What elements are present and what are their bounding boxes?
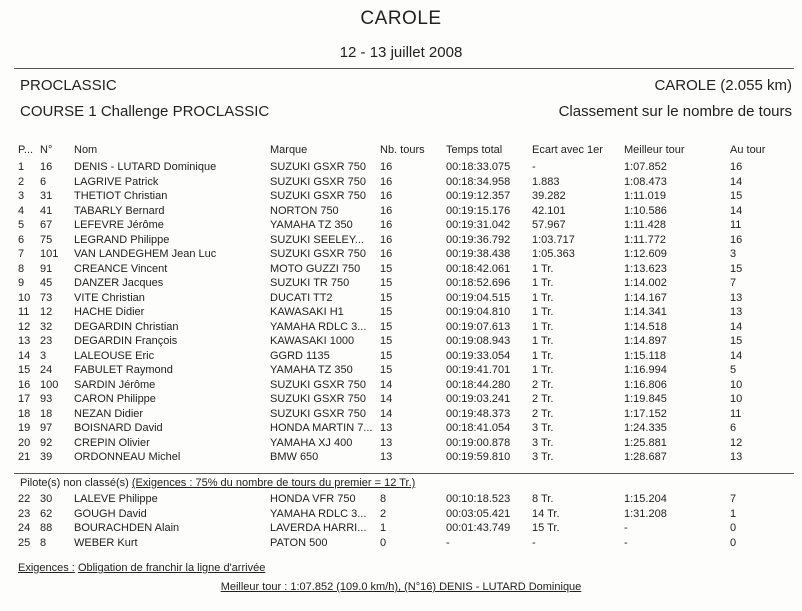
cell-name: LALEVE Philippe	[74, 493, 158, 505]
cell-at: 7	[730, 277, 737, 289]
cell-best: 1:17.152	[624, 407, 667, 420]
cell-pos: 18	[18, 407, 31, 420]
cell-laps: 13	[380, 422, 393, 434]
cell-gap: 1 Tr.	[532, 349, 554, 362]
non-classified-label: Pilote(s) non classé(s)	[20, 477, 129, 489]
non-classified-divider	[14, 473, 794, 474]
cell-laps: 13	[380, 436, 393, 449]
cell-laps: 16	[380, 175, 393, 188]
best-lap-note	[0, 581, 802, 593]
cell-laps: 16	[380, 161, 393, 173]
cell-laps: 1	[380, 522, 387, 534]
cell-time: 00:19:41.701	[446, 364, 511, 376]
cell-best: 1:15.118	[624, 349, 667, 362]
cell-at: 6	[730, 422, 737, 434]
table-row	[0, 350, 802, 364]
cell-time: 00:19:31.042	[446, 219, 511, 231]
cell-time: 00:19:04.515	[446, 291, 511, 304]
cell-laps: 16	[380, 233, 393, 246]
cell-num: 92	[40, 436, 53, 449]
cell-at: 13	[730, 291, 743, 304]
cell-name: GOUGH David	[74, 507, 147, 520]
cell-gap: 14 Tr.	[532, 507, 560, 520]
cell-pos: 15	[18, 364, 31, 376]
cell-name: BOISNARD David	[74, 422, 163, 434]
circuit-name: CAROLE (2.055 km)	[654, 77, 792, 94]
cell-pos: 7	[18, 248, 25, 260]
cell-make: MOTO GUZZI 750	[270, 262, 361, 275]
cell-laps: 13	[380, 451, 393, 463]
cell-time: 00:18:41.054	[446, 422, 511, 434]
cell-pos: 24	[18, 522, 31, 534]
cell-laps: 15	[380, 262, 393, 275]
cell-name: BOURACHDEN Alain	[74, 522, 180, 534]
cell-make: DUCATI TT2	[270, 291, 333, 304]
cell-gap: 1 Tr.	[532, 277, 554, 289]
cell-name: VAN LANDEGHEM Jean Luc	[74, 248, 217, 260]
col-laps-header: Nb. tours	[380, 144, 425, 156]
cell-name: THETIOT Christian	[74, 190, 168, 202]
cell-best: 1:31.208	[624, 507, 667, 520]
cell-gap: 1:03.717	[532, 233, 575, 246]
cell-num: 24	[40, 364, 53, 376]
cell-make: SUZUKI GSXR 750	[270, 393, 366, 405]
cell-at: 11	[730, 219, 742, 231]
cell-laps: 15	[380, 349, 393, 362]
cell-pos: 19	[18, 422, 31, 434]
cell-best: -	[624, 522, 628, 534]
cell-num: 16	[40, 161, 53, 173]
cell-laps: 16	[380, 248, 393, 260]
cell-name: CARON Philippe	[74, 393, 156, 405]
col-make-header: Marque	[270, 144, 308, 156]
cell-make: HONDA VFR 750	[270, 493, 356, 505]
cell-laps: 8	[380, 493, 387, 505]
cell-make: YAMAHA RDLC 3...	[270, 507, 367, 520]
cell-laps: 15	[380, 320, 393, 333]
cell-time: 00:19:15.176	[446, 204, 511, 217]
cell-at: 15	[730, 335, 743, 347]
table-row	[0, 263, 802, 277]
cell-name: TABARLY Bernard	[74, 204, 165, 217]
cell-laps: 15	[380, 335, 393, 347]
cell-make: KAWASAKI H1	[270, 306, 344, 318]
cell-num: 12	[40, 306, 53, 318]
cell-make: YAMAHA TZ 350	[270, 219, 353, 231]
cell-at: 0	[730, 522, 737, 534]
cell-best: 1:14.897	[624, 335, 667, 347]
col-at-header: Au tour	[730, 144, 766, 156]
table-row	[0, 408, 802, 422]
race-name: COURSE 1 Challenge PROCLASSIC	[20, 103, 270, 120]
cell-gap: 1 Tr.	[532, 306, 554, 318]
cell-laps: 16	[380, 204, 393, 217]
cell-make: SUZUKI GSXR 750	[270, 407, 366, 420]
cell-at: 16	[730, 233, 743, 246]
cell-at: 15	[730, 190, 743, 202]
cell-time: 00:18:52.696	[446, 277, 511, 289]
table-row	[0, 393, 802, 407]
cell-name: LEGRAND Philippe	[74, 233, 170, 246]
cell-best: 1:14.341	[624, 306, 667, 318]
cell-at: 16	[730, 161, 743, 173]
cell-at: 14	[730, 320, 743, 333]
cell-make: SUZUKI GSXR 750	[270, 248, 366, 260]
cell-gap: 1 Tr.	[532, 320, 554, 333]
cell-num: 93	[40, 393, 53, 405]
cell-num: 100	[40, 378, 59, 391]
requirements-text: Obligation de franchir la ligne d'arrivée	[77, 562, 266, 574]
cell-name: WEBER Kurt	[74, 536, 138, 549]
cell-make: LAVERDA HARRI...	[270, 522, 367, 534]
cell-num: 41	[40, 204, 53, 217]
requirements-label: Exigences :	[18, 562, 75, 574]
cell-best: 1:25.881	[624, 436, 667, 449]
cell-laps: 14	[380, 378, 393, 391]
table-row	[0, 537, 802, 551]
cell-name: LAGRIVE Patrick	[74, 175, 159, 188]
cell-at: 7	[730, 493, 737, 505]
table-row	[0, 190, 802, 204]
table-row	[0, 205, 802, 219]
table-row	[0, 335, 802, 349]
cell-time: 00:18:33.075	[446, 161, 511, 173]
table-row	[0, 451, 802, 465]
cell-laps: 15	[380, 291, 393, 304]
cell-make: KAWASAKI 1000	[270, 335, 355, 347]
cell-at: 11	[730, 407, 742, 420]
cell-name: CREPIN Olivier	[74, 436, 150, 449]
cell-num: 75	[40, 233, 53, 246]
cell-best: 1:11.772	[624, 233, 667, 246]
cell-at: 13	[730, 306, 743, 318]
header-divider	[14, 68, 794, 69]
cell-name: ORDONNEAU Michel	[74, 451, 181, 463]
cell-gap: 2 Tr.	[532, 393, 554, 405]
cell-at: 1	[730, 507, 737, 520]
non-classified-heading	[20, 477, 415, 489]
cell-pos: 25	[18, 536, 31, 549]
col-num-header: N°	[40, 144, 53, 156]
cell-make: YAMAHA RDLC 3...	[270, 320, 367, 333]
cell-make: SUZUKI TR 750	[270, 277, 350, 289]
cell-laps: 0	[380, 536, 387, 549]
cell-gap: 42.101	[532, 204, 566, 217]
cell-name: FABULET Raymond	[74, 364, 173, 376]
cell-pos: 17	[18, 393, 31, 405]
cell-best: 1:24.335	[624, 422, 667, 434]
cell-gap: 15 Tr.	[532, 522, 560, 534]
cell-time: 00:19:48.373	[446, 407, 511, 420]
cell-make: SUZUKI GSXR 750	[270, 378, 366, 391]
table-row	[0, 493, 802, 507]
cell-at: 14	[730, 204, 743, 217]
cell-at: 10	[730, 378, 743, 391]
cell-num: 88	[40, 522, 53, 534]
cell-gap: 1.883	[532, 175, 560, 188]
cell-best: 1:12.609	[624, 248, 667, 260]
col-gap-header: Ecart avec 1er	[532, 144, 603, 156]
col-best-header: Meilleur tour	[624, 144, 685, 156]
cell-time: 00:19:03.241	[446, 393, 511, 405]
event-date: 12 - 13 juillet 2008	[339, 44, 463, 61]
cell-pos: 21	[18, 451, 31, 463]
cell-pos: 11	[18, 306, 30, 318]
cell-gap: 3 Tr.	[532, 436, 554, 449]
cell-pos: 20	[18, 436, 31, 449]
cell-time: 00:18:34.958	[446, 175, 511, 188]
cell-best: -	[624, 536, 628, 549]
cell-gap: 1 Tr.	[532, 364, 554, 376]
series-name: PROCLASSIC	[20, 77, 117, 94]
cell-time: 00:19:08.943	[446, 335, 511, 347]
cell-make: BMW 650	[270, 451, 319, 463]
cell-pos: 16	[18, 378, 31, 391]
cell-time: 00:19:33.054	[446, 349, 511, 362]
cell-gap: -	[532, 161, 536, 173]
cell-num: 101	[40, 248, 59, 260]
table-row	[0, 522, 802, 536]
cell-name: NEZAN Didier	[74, 407, 144, 420]
cell-time: 00:19:04.810	[446, 306, 511, 318]
cell-gap: 57.967	[532, 219, 566, 231]
page-title: CAROLE	[360, 8, 442, 29]
cell-gap: 2 Tr.	[532, 407, 554, 420]
cell-time: 00:19:59.810	[446, 451, 511, 463]
cell-make: YAMAHA TZ 350	[270, 364, 353, 376]
cell-num: 6	[40, 175, 47, 188]
table-row	[0, 234, 802, 248]
cell-make: SUZUKI GSXR 750	[270, 175, 366, 188]
cell-make: NORTON 750	[270, 204, 339, 217]
table-row	[0, 508, 802, 522]
cell-laps: 15	[380, 364, 393, 376]
table-row	[0, 219, 802, 233]
cell-gap: -	[532, 536, 536, 549]
cell-at: 14	[730, 175, 743, 188]
cell-pos: 10	[18, 291, 31, 304]
cell-pos: 4	[18, 204, 25, 217]
cell-laps: 14	[380, 393, 393, 405]
table-row	[0, 161, 802, 175]
cell-best: 1:11.428	[624, 219, 667, 231]
cell-make: HONDA MARTIN 7...	[270, 422, 373, 434]
cell-gap: 3 Tr.	[532, 422, 554, 434]
cell-gap: 39.282	[532, 190, 566, 202]
cell-time: 00:19:00.878	[446, 436, 511, 449]
cell-pos: 22	[18, 493, 31, 505]
cell-best: 1:16.806	[624, 378, 667, 391]
cell-best: 1:07.852	[624, 161, 667, 173]
cell-at: 12	[730, 436, 743, 449]
cell-gap: 1 Tr.	[532, 291, 554, 304]
cell-at: 13	[730, 451, 743, 463]
cell-time: 00:18:42.061	[446, 262, 511, 275]
cell-make: YAMAHA XJ 400	[270, 436, 353, 449]
cell-at: 14	[730, 349, 743, 362]
cell-pos: 2	[18, 175, 25, 188]
table-row	[0, 422, 802, 436]
cell-num: 3	[40, 349, 47, 362]
cell-best: 1:08.473	[624, 175, 667, 188]
cell-best: 1:28.687	[624, 451, 667, 463]
cell-at: 3	[730, 248, 737, 260]
cell-pos: 9	[18, 277, 25, 289]
cell-pos: 6	[18, 233, 25, 246]
cell-num: 45	[40, 277, 53, 289]
cell-best: 1:14.518	[624, 320, 667, 333]
cell-laps: 15	[380, 306, 393, 318]
cell-best: 1:14.002	[624, 277, 667, 289]
cell-make: GGRD 1135	[270, 349, 330, 362]
cell-time: -	[446, 536, 450, 549]
requirements-note	[18, 562, 265, 574]
cell-num: 23	[40, 335, 53, 347]
cell-name: CREANCE Vincent	[74, 262, 168, 275]
table-row	[0, 176, 802, 190]
cell-gap: 8 Tr.	[532, 493, 554, 505]
cell-gap: 1 Tr.	[532, 335, 554, 347]
cell-laps: 15	[380, 277, 393, 289]
cell-num: 67	[40, 219, 53, 231]
classification-type: Classement sur le nombre de tours	[558, 103, 792, 120]
cell-time: 00:01:43.749	[446, 522, 511, 534]
cell-time: 00:19:36.792	[446, 233, 511, 246]
table-row	[0, 379, 802, 393]
cell-time: 00:19:38.438	[446, 248, 511, 260]
cell-pos: 3	[18, 190, 25, 202]
cell-time: 00:18:44.280	[446, 378, 511, 391]
cell-name: DANZER Jacques	[74, 277, 164, 289]
cell-name: LALEOUSE Eric	[74, 349, 155, 362]
cell-num: 18	[40, 407, 53, 420]
cell-gap: 3 Tr.	[532, 451, 554, 463]
table-header	[0, 144, 802, 158]
cell-name: DEGARDIN François	[74, 335, 178, 347]
cell-time: 00:19:12.357	[446, 190, 511, 202]
cell-at: 5	[730, 364, 737, 376]
cell-at: 0	[730, 536, 737, 549]
cell-time: 00:10:18.523	[446, 493, 511, 505]
cell-num: 31	[40, 190, 53, 202]
cell-num: 73	[40, 291, 53, 304]
table-row	[0, 306, 802, 320]
cell-num: 30	[40, 493, 53, 505]
cell-name: VITE Christian	[74, 291, 145, 304]
cell-make: SUZUKI GSXR 750	[270, 190, 366, 202]
table-row	[0, 248, 802, 262]
table-row	[0, 292, 802, 306]
cell-gap: 1 Tr.	[532, 262, 554, 275]
cell-best: 1:16.994	[624, 364, 667, 376]
cell-name: DENIS - LUTARD Dominique	[74, 161, 217, 173]
cell-num: 91	[40, 262, 53, 275]
cell-make: SUZUKI GSXR 750	[270, 161, 366, 173]
cell-pos: 8	[18, 262, 25, 275]
cell-num: 97	[40, 422, 53, 434]
cell-pos: 5	[18, 219, 25, 231]
cell-best: 1:11.019	[624, 190, 667, 202]
cell-num: 8	[40, 536, 47, 549]
cell-best: 1:15.204	[624, 493, 667, 505]
cell-num: 62	[40, 507, 53, 520]
cell-name: SARDIN Jérôme	[74, 378, 156, 391]
cell-make: PATON 500	[270, 536, 328, 549]
cell-best: 1:19.845	[624, 393, 667, 405]
table-row	[0, 321, 802, 335]
cell-pos: 1	[18, 161, 25, 173]
col-name-header: Nom	[74, 144, 98, 156]
col-time-header: Temps total	[446, 144, 503, 156]
cell-laps: 2	[380, 507, 387, 520]
cell-at: 15	[730, 262, 743, 275]
cell-time: 00:19:07.613	[446, 320, 511, 333]
cell-name: HACHE Didier	[74, 306, 145, 318]
cell-gap: 1:05.363	[532, 248, 575, 260]
cell-time: 00:03:05.421	[446, 507, 511, 520]
cell-pos: 14	[18, 349, 31, 362]
cell-num: 39	[40, 451, 53, 463]
cell-at: 10	[730, 393, 743, 405]
cell-pos: 12	[18, 320, 31, 333]
cell-laps: 16	[380, 190, 393, 202]
table-row	[0, 437, 802, 451]
cell-name: LEFEVRE Jérôme	[74, 219, 164, 231]
cell-laps: 14	[380, 407, 393, 420]
best-lap-text: Meilleur tour : 1:07.852 (109.0 km/h), (N°16) DENIS - LUTARD Dominique	[220, 581, 582, 593]
cell-laps: 16	[380, 219, 393, 231]
cell-name: DEGARDIN Christian	[74, 320, 179, 333]
table-row	[0, 277, 802, 291]
cell-gap: 2 Tr.	[532, 378, 554, 391]
cell-best: 1:14.167	[624, 291, 667, 304]
col-pos-header: P...	[18, 144, 34, 156]
cell-pos: 13	[18, 335, 31, 347]
cell-num: 32	[40, 320, 53, 333]
cell-best: 1:10.586	[624, 204, 667, 217]
cell-pos: 23	[18, 507, 31, 520]
table-row	[0, 364, 802, 378]
cell-best: 1:13.623	[624, 262, 667, 275]
cell-make: SUZUKI SEELEY...	[270, 233, 364, 246]
non-classified-requirement: (Exigences : 75% du nombre de tours du premier = 12 Tr.)	[131, 477, 416, 489]
